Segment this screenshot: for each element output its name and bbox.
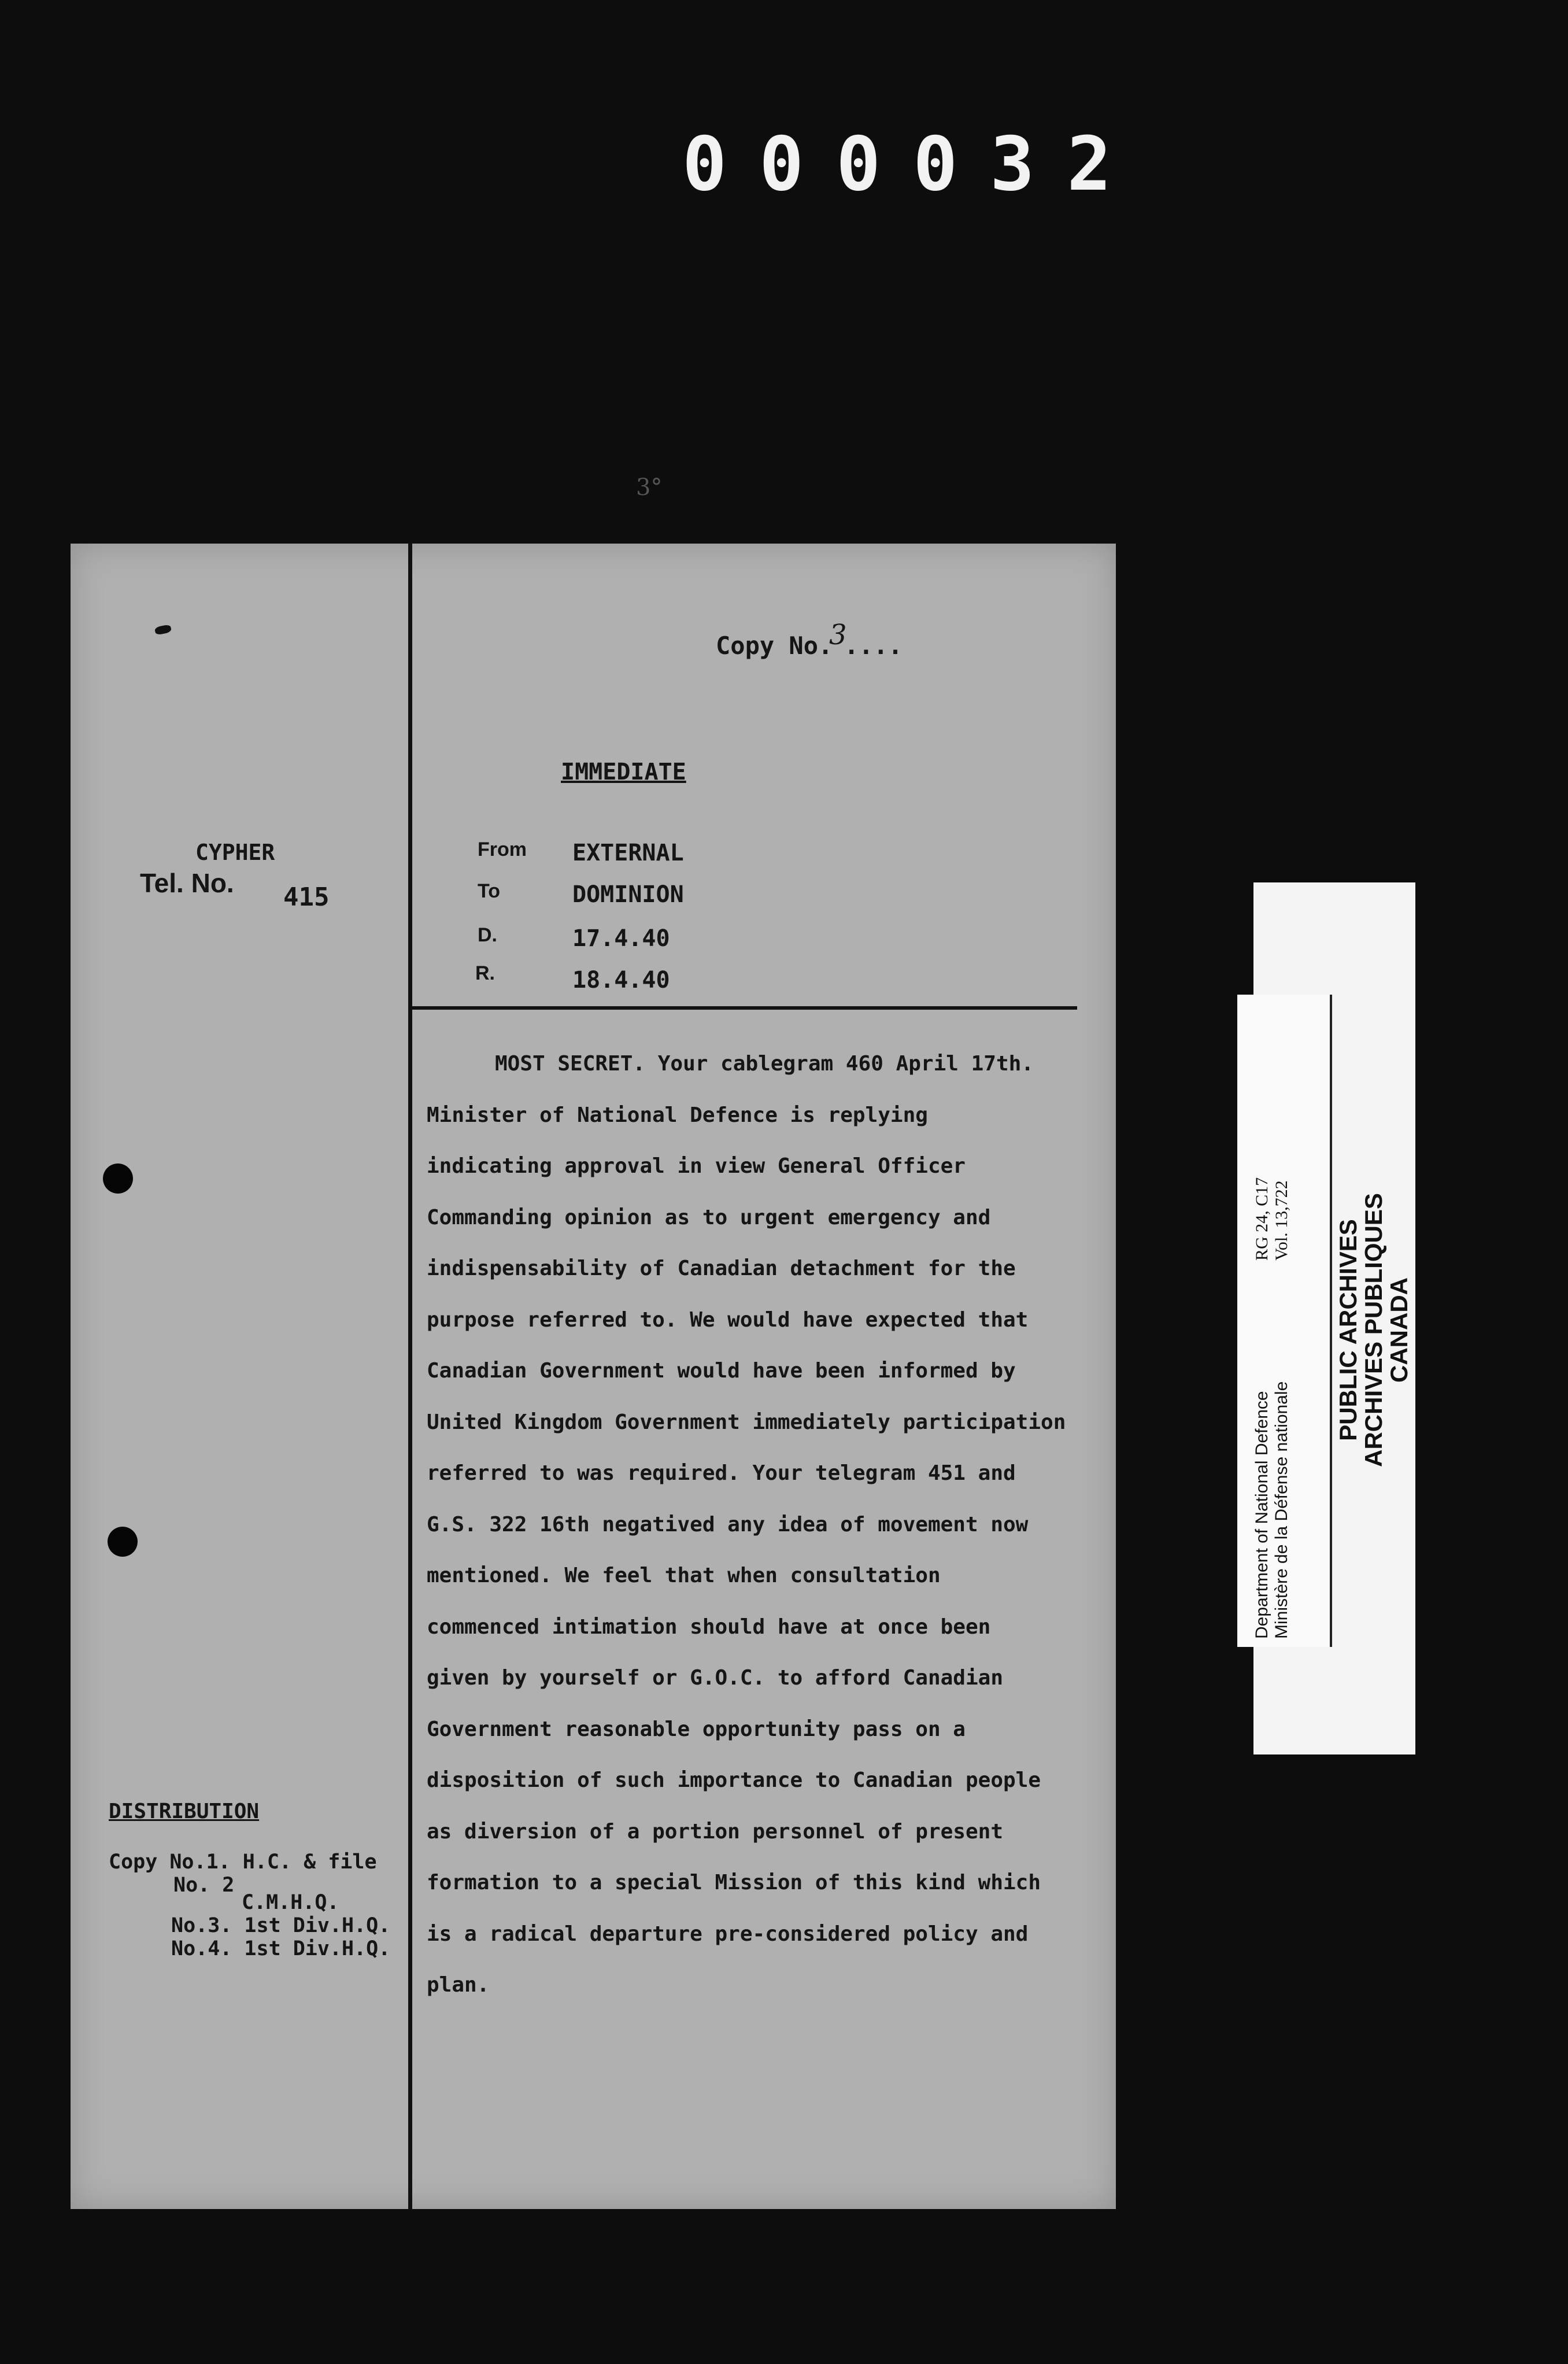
tel-no-value: 415 [283,882,330,912]
punch-hole-upper [103,1163,133,1194]
body-line: G.S. 322 16th negatived any idea of movement now [427,1512,1029,1536]
body-line: mentioned. We feel that when consultation [427,1564,941,1587]
despatched-label: D. [478,924,497,946]
body-line: indispensability of Canadian detachment for the [427,1257,1016,1280]
archive-stamp-title [1336,1151,1412,1509]
margin-rule [408,544,412,2209]
telegram-body [427,1039,1092,2011]
body-line: formation to a special Mission of this kind which [427,1871,1041,1894]
priority-heading: IMMEDIATE [561,759,686,785]
body-line: purpose referred to. We would have expected that [427,1307,1029,1332]
body-line: indicating approval in view General Officer [427,1154,966,1178]
body-line: MOST SECRET. Your cablegram 460 April 17th. [495,1052,1034,1076]
body-line: given by yourself or G.O.C. to afford Canadian [427,1666,1003,1690]
body-line: Canadian Government would have been informed by [427,1359,1016,1383]
ink-mark [154,624,172,636]
archive-dept-line: Department of National Defence [1252,1391,1271,1639]
body-line: Minister of National Defence is replying [427,1103,928,1127]
archive-ref-line: Vol. 13,722 [1272,1180,1291,1261]
body-line: commenced intimation should have at once been [427,1615,991,1639]
despatched-date: 17.4.40 [572,925,670,952]
tel-no-label: Tel. No. [140,868,234,898]
archive-department [1252,1382,1292,1639]
stray-mark: 3° [636,474,663,501]
body-line: United Kingdom Government immediately participation [427,1410,1066,1434]
body-line: is a radical departure pre-considered policy and [427,1922,1029,1946]
punch-hole-lower [108,1527,138,1557]
to-label: To [478,880,501,902]
from-value: EXTERNAL [572,840,684,866]
body-line: Government reasonable opportunity pass on a [427,1717,966,1741]
copy-label: Copy No. [716,631,833,660]
distribution-line: C.M.H.Q. [242,1891,339,1914]
body-line: plan. [427,1973,490,1997]
archive-dept-line: Ministère de la Défense nationale [1272,1381,1291,1639]
archive-ref-line: RG 24, C17 [1252,1177,1271,1261]
copy-number: 3 [829,619,847,651]
body-line: referred to was required. Your telegram 451 and [427,1461,1016,1485]
archive-reference [1252,1177,1292,1261]
distribution-line: No.3. 1st Div.H.Q. [171,1914,391,1937]
archive-line: PUBLIC ARCHIVES [1334,1219,1362,1441]
frame-number: 000032 [682,121,1144,208]
to-value: DOMINION [572,881,684,908]
body-line: disposition of such importance to Canadian people [427,1768,1041,1792]
body-line: as diversion of a portion personnel of present [427,1819,1003,1844]
copy-dots: .... [844,631,903,660]
distribution-line: No.4. 1st Div.H.Q. [171,1937,391,1960]
body-line: Commanding opinion as to urgent emergency and [427,1205,991,1229]
distribution-line: Copy No.1. H.C. & file [109,1850,377,1874]
cypher-label: CYPHER [195,840,275,865]
distribution-line: No. 2 [173,1874,235,1897]
archive-line: CANADA [1385,1277,1412,1383]
distribution-heading: DISTRIBUTION [109,1800,260,1823]
archive-line: ARCHIVES PUBLIQUES [1360,1193,1387,1467]
received-label: R. [475,962,495,984]
received-date: 18.4.40 [572,967,670,993]
from-label: From [478,839,527,860]
header-rule [412,1006,1077,1010]
